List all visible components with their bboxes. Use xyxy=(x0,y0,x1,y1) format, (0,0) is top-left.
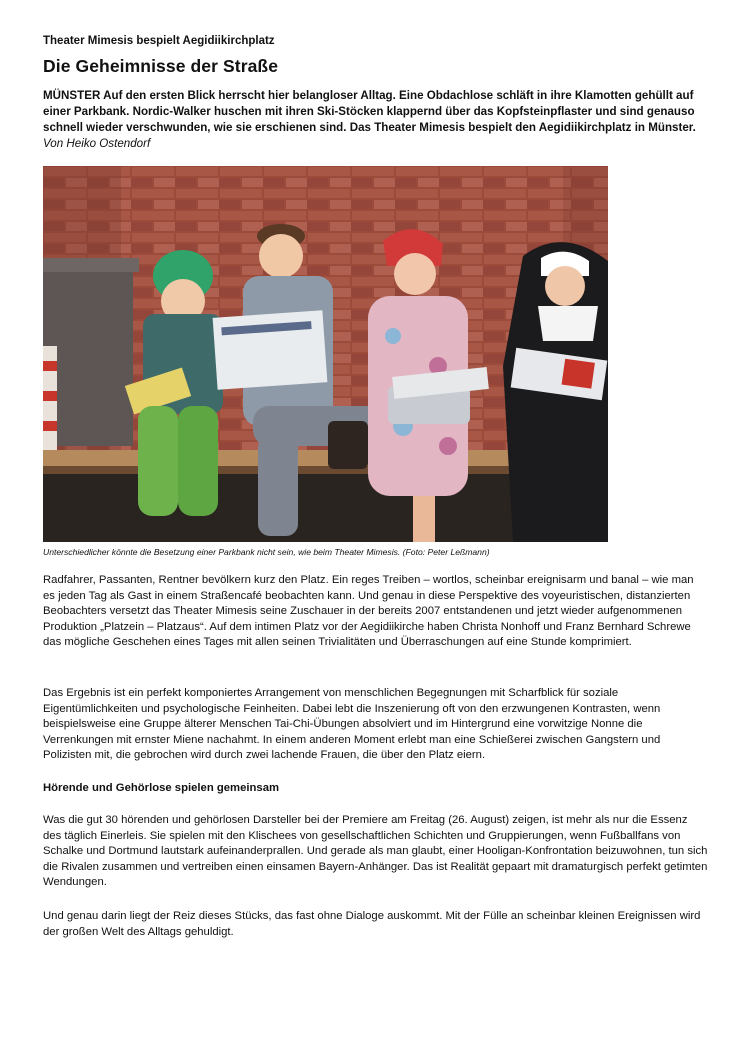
article-paragraph: Radfahrer, Passanten, Rentner bevölkern kurz den Platz. Ein reges Treiben – wortlos, scheinbar ereignisarm und banal – wie man es jeden Tag als Gast in einem Straßencafé beobachten kann. Und genau in diese Perspektive des voyeuristischen, distanzierten Beobachters versetzt das Theater Mimesis seine Zuschauer in der bereits 2007 entstandenen und jetzt wieder aufgenommenen Produktion „Platzein – Platzaus“. Auf dem intimen Platz vor der Aegidiikirche haben Christa Nonhoff und Franz Bernhard Schrewe das mögliche Geschehen eines Tages mit allen seinen Trivialitäten und Überraschungen auf eine Stunde komprimiert. xyxy=(43,574,694,649)
article-kicker: Theater Mimesis bespielt Aegidiikirchplatz xyxy=(43,35,275,47)
photo-illustration xyxy=(43,166,608,542)
article-lead xyxy=(43,88,708,152)
lead-text: MÜNSTER Auf den ersten Blick herrscht hier belangloser Alltag. Eine Obdachlose schläft in ihre Klamotten gehüllt auf einer Parkbank. Nordic-Walker huschen mit ihren Ski-Stöcken klappernd über das Kopfsteinpflaster und sind genauso schnell wieder verschwunden, wie sie erschienen sind. Das Theater Mimesis bespielt den Aegidiikirchplatz in Münster. xyxy=(43,89,696,134)
article-subheading: Hörende und Gehörlose spielen gemeinsam xyxy=(43,782,280,794)
article-paragraph: Was die gut 30 hörenden und gehörlosen Darsteller bei der Premiere am Freitag (26. August) zeigen, ist mehr als nur die Essenz des täglich Einerleis. Sie spielen mit den Klischees von gesellschaftlichen Schichten und Gruppierungen, wenn Fußballfans von Schalke und Dortmund lautstark aufeinanderprallen. Und gerade als man glaubt, einer Hooligan-Konfrontation beizuwohnen, tun sich die Rivalen zusammen und vertreiben einen einsamen Bayern-Anhänger. Das ist Realität gepaart mit dramaturgisch perfekt getimten Wendungen. xyxy=(43,814,708,889)
article-paragraph: Das Ergebnis ist ein perfekt komponiertes Arrangement von menschlichen Begegnungen mit Scharfblick für soziale Eigentümlichkeiten und psychologische Feinheiten. Dabei lebt die Inszenierung oft von den erzwungenen Kontrasten, wenn beispielsweise eine Gruppe älterer Menschen Tai-Chi-Übungen absolviert und im Hintergrund eine vorwitzige Nonne die Verrenkungen mit ernster Miene nachahmt. In einem anderen Moment erlebt man eine Schießerei zwischen Gangstern und Polizisten mit, die gebrochen wird durch zwei lachende Frauen, die über den Platz eiern. xyxy=(43,687,661,762)
author-byline: Von Heiko Ostendorf xyxy=(43,137,151,150)
article-headline: Die Geheimnisse der Straße xyxy=(43,56,279,76)
article-photo xyxy=(43,166,608,542)
photo-caption: Unterschiedlicher könnte die Besetzung einer Parkbank nicht sein, wie beim Theater Mimesis. (Foto: Peter Leßmann) xyxy=(43,547,490,557)
article-paragraph: Und genau darin liegt der Reiz dieses Stücks, das fast ohne Dialoge auskommt. Mit der Fülle an scheinbar kleinen Ereignissen wird der großen Welt des Alltags gehuldigt. xyxy=(43,910,701,938)
